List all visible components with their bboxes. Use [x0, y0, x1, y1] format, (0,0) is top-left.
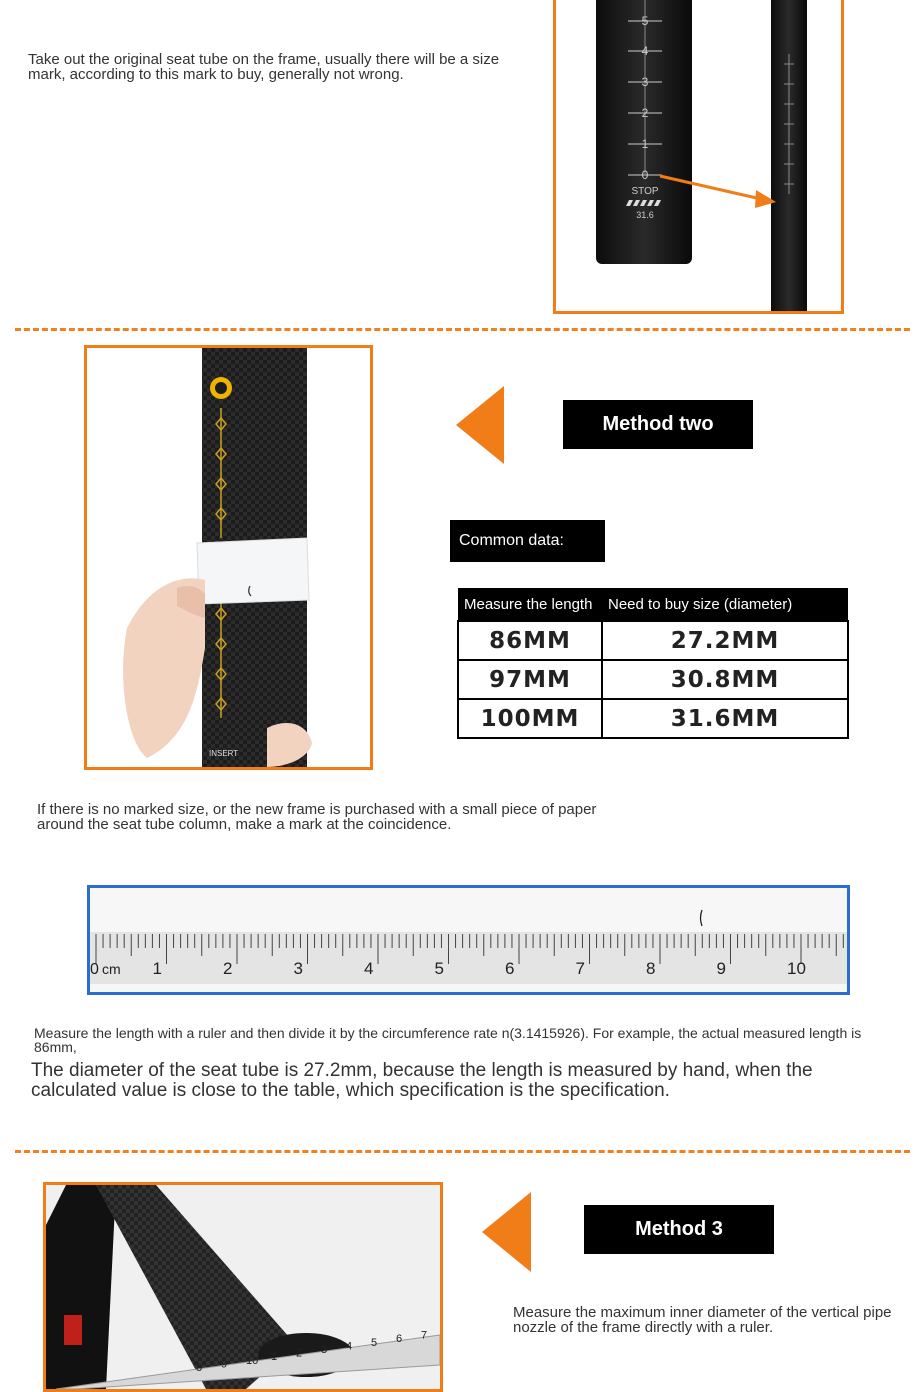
- inner-diameter-instruction: Measure the maximum inner diameter of the vertical pipe nozzle of the frame directly with a ruler.: [513, 1304, 892, 1336]
- common-data-label: Common data:: [450, 520, 605, 562]
- size-table: [457, 588, 849, 739]
- ruler-photo-frame: [87, 885, 850, 995]
- tube-mark-1: 1: [641, 137, 649, 151]
- tape-number: 3: [321, 1344, 328, 1356]
- tube-mark-4: 4: [641, 44, 649, 58]
- tube-mark-5: 5: [641, 14, 649, 28]
- method-two-badge: Method two: [563, 400, 753, 449]
- size-table-header: Measure the length: [458, 588, 602, 621]
- ruler-number: 8: [646, 959, 656, 978]
- seat-tube-instruction: Take out the original seat tube on the frame, usually there will be a size mark, according to this mark to buy, generally not wrong.: [28, 51, 500, 83]
- ruler-number: 4: [364, 959, 374, 978]
- ruler-number: 3: [293, 959, 303, 978]
- tape-number: 1: [271, 1351, 278, 1364]
- table-cell: 27.2MM: [602, 621, 848, 660]
- ruler-number: 7: [575, 959, 585, 978]
- seat-tube-photo-frame: [553, 0, 844, 314]
- tape-number: 6: [396, 1333, 403, 1346]
- table-cell: 86MM: [458, 621, 602, 660]
- diameter-explanation: The diameter of the seat tube is 27.2mm, because the length is measured by hand, when the calculated value is close to the table, which specification is the specification.: [31, 1060, 813, 1101]
- ruler-number: 5: [434, 959, 444, 978]
- ruler-photo: [90, 888, 847, 992]
- tube-stop-label: STOP: [631, 186, 659, 197]
- table-cell: 30.8MM: [602, 660, 848, 699]
- tape-number: 5: [371, 1336, 378, 1349]
- method-three-badge: Method 3: [584, 1205, 774, 1254]
- arrow-left-icon: [456, 386, 504, 464]
- tube-size-label: 31.6: [636, 210, 654, 220]
- measure-instruction: Measure the length with a ruler and then divide it by the circumference rate n(3.1415926). For example, the actual measured length is 86mm,: [34, 1025, 862, 1055]
- tape-number: 10: [246, 1354, 259, 1367]
- table-row: [458, 660, 848, 699]
- section-divider: [15, 328, 910, 331]
- photo-insert-label: INSERT: [209, 749, 239, 758]
- arrow-left-icon: [482, 1192, 531, 1272]
- ruler-unit: cm: [102, 961, 121, 977]
- section-divider: [15, 1150, 910, 1153]
- wrap-paper-photo-frame: [84, 345, 373, 770]
- tube-mark-2: 2: [641, 106, 649, 120]
- wrap-paper-photo: [87, 348, 370, 767]
- table-cell: 100MM: [458, 699, 602, 738]
- ruler-number: 1: [152, 959, 162, 978]
- table-row: [458, 699, 848, 738]
- ruler-zero: 0: [90, 961, 99, 978]
- seat-tube-photo: [556, 0, 841, 311]
- table-row: [458, 621, 848, 660]
- mark-instruction: If there is no marked size, or the new frame is purchased with a small piece of paper around the seat tube column, make a mark at the coincidence.: [37, 801, 597, 833]
- tape-number: 4: [346, 1340, 353, 1353]
- table-cell: 97MM: [458, 660, 602, 699]
- frame-nozzle-photo-frame: [43, 1182, 443, 1392]
- size-table-header: Need to buy size (diameter): [602, 588, 848, 621]
- ruler-number: 2: [223, 959, 233, 978]
- frame-nozzle-photo: [46, 1185, 440, 1389]
- tape-number: 9: [221, 1358, 228, 1371]
- tube-mark-0: 0: [641, 168, 649, 182]
- tape-number: 7: [421, 1329, 428, 1342]
- ruler-number: 9: [716, 959, 726, 978]
- tube-mark-3: 3: [641, 75, 649, 89]
- ruler-number: 6: [505, 959, 515, 978]
- tape-number: 8: [196, 1362, 203, 1374]
- tape-number: 2: [296, 1347, 303, 1360]
- table-cell: 31.6MM: [602, 699, 848, 738]
- ruler-number: 10: [787, 959, 806, 978]
